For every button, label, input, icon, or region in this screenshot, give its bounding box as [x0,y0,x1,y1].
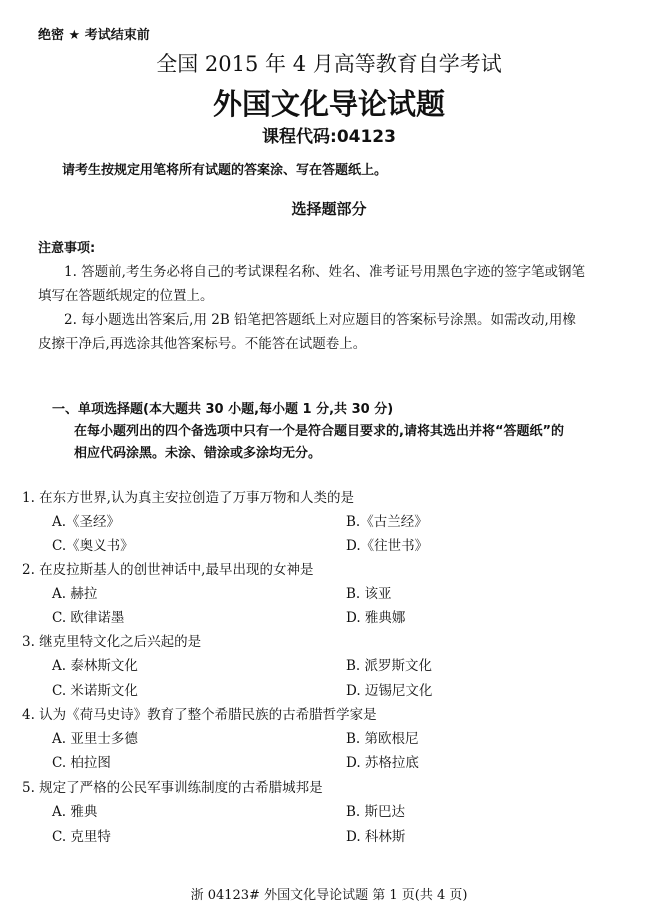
confidential-label: 绝密 ★ 考试结束前 [38,28,150,43]
option-d: D. 苏格拉底 [346,755,419,771]
option-b: B. 该亚 [346,586,392,602]
section-desc-line-1: 在每小题列出的四个备选项中只有一个是符合题目要求的,请将其选出并将“答题纸”的 [74,424,565,439]
option-c: C. 米诺斯文化 [52,683,138,699]
option-b: B. 第欧根尼 [346,731,419,747]
question-stem: 4. 认为《荷马史诗》教育了整个希腊民族的古希腊哲学家是 [22,707,377,723]
option-c: C. 柏拉图 [52,755,111,771]
option-b: B.《古兰经》 [346,514,428,530]
question-stem: 3. 继克里特文化之后兴起的是 [22,634,202,650]
option-b: B. 派罗斯文化 [346,658,433,674]
option-a: A. 泰林斯文化 [52,658,138,674]
page-footer: 浙 04123# 外国文化导论试题 第 1 页(共 4 页) [190,888,468,903]
section-desc-line-2: 相应代码涂黑。未涂、错涂或多涂均无分。 [74,446,322,461]
option-d: D.《往世书》 [346,538,429,554]
question-stem: 2. 在皮拉斯基人的创世神话中,最早出现的女神是 [22,562,314,578]
option-c: C. 欧律诺墨 [52,610,125,626]
option-c: C.《奥义书》 [52,538,134,554]
note-2-line-2: 皮擦干净后,再选涂其他答案标号。不能答在试题卷上。 [38,336,367,352]
option-d: D. 雅典娜 [346,610,406,626]
subject-title: 外国文化导论试题 [212,87,445,121]
option-d: D. 迈锡尼文化 [346,683,433,699]
question-stem: 1. 在东方世界,认为真主安拉创造了万事万物和人类的是 [22,490,354,506]
note-1-line-2: 填写在答题纸规定的位置上。 [38,288,214,304]
part-title: 选择题部分 [291,200,367,218]
question-stem: 5. 规定了严格的公民军事训练制度的古希腊城邦是 [22,780,323,796]
option-d: D. 科林斯 [346,829,406,845]
option-b: B. 斯巴达 [346,804,406,820]
option-c: C. 克里特 [52,829,111,845]
option-a: A. 赫拉 [52,586,98,602]
course-code: 课程代码:04123 [262,127,396,147]
option-a: A. 亚里士多德 [52,731,138,747]
answer-instruction: 请考生按规定用笔将所有试题的答案涂、写在答题纸上。 [62,163,388,178]
option-a: A.《圣经》 [52,514,121,530]
exam-title: 全国 2015 年 4 月高等教育自学考试 [156,52,502,76]
section-heading: 一、单项选择题(本大题共 30 小题,每小题 1 分,共 30 分) [52,402,394,417]
notes-heading: 注意事项: [38,241,96,256]
note-1-line-1: 1. 答题前,考生务必将自己的考试课程名称、姓名、准考证号用黑色字迹的签字笔或钢笔 [64,264,585,280]
option-a: A. 雅典 [52,804,98,820]
note-2-line-1: 2. 每小题选出答案后,用 2B 铅笔把答题纸上对应题目的答案标号涂黑。如需改动,用橡 [64,312,576,328]
